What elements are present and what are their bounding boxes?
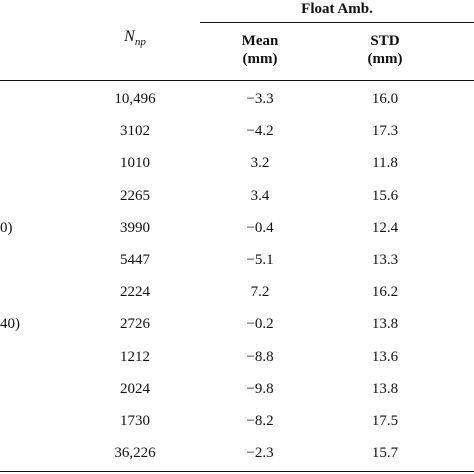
float-amb-rule: [200, 22, 474, 23]
std-value: 13.3: [371, 252, 399, 268]
mean-header: [200, 32, 320, 68]
mean-value: 3.4: [250, 188, 270, 204]
float-amb-header: Float Amb.: [301, 1, 373, 17]
mean-value: −8.8: [246, 349, 274, 365]
mean-value: −2.3: [246, 445, 274, 461]
n-np-value: 1010: [120, 155, 150, 171]
std-value: 13.6: [371, 349, 399, 365]
bottom-rule: [0, 471, 474, 472]
n-np-header: [90, 28, 180, 51]
mean-header-unit: (mm): [242, 51, 278, 67]
n-np-value: 2726: [120, 316, 150, 332]
mean-value: −4.2: [246, 123, 274, 139]
n-np-subscript: np: [134, 36, 146, 49]
n-np-main: N: [124, 28, 135, 45]
n-np-value: 2024: [120, 381, 150, 397]
std-value: 11.8: [372, 155, 398, 171]
n-np-value: 3102: [120, 123, 150, 139]
mean-value: −8.2: [246, 413, 274, 429]
mean-value: 7.2: [250, 284, 270, 300]
n-np-value: 2224: [120, 284, 150, 300]
mean-header-label: Mean: [241, 33, 279, 49]
mean-value: −9.8: [246, 381, 274, 397]
std-header: [320, 32, 450, 68]
mean-value: −5.1: [246, 252, 274, 268]
std-value: 17.5: [371, 413, 399, 429]
mean-value: −0.4: [246, 220, 274, 236]
n-np-value: 36,226: [114, 445, 156, 461]
n-np-value: 5447: [120, 252, 150, 268]
std-value: 15.7: [371, 445, 399, 461]
std-header-unit: (mm): [367, 51, 403, 67]
std-value: 16.0: [371, 91, 399, 107]
n-np-value: 10,496: [114, 91, 156, 107]
n-np-value: 2265: [120, 188, 150, 204]
std-value: 15.6: [371, 188, 399, 204]
std-value: 17.3: [371, 123, 399, 139]
std-header-label: STD: [370, 33, 400, 49]
n-np-value: 1212: [120, 349, 150, 365]
n-np-value: 1730: [120, 413, 150, 429]
header-rule: [0, 80, 474, 81]
std-value: 13.8: [371, 381, 399, 397]
n-np-value: 3990: [120, 220, 150, 236]
std-value: 12.4: [371, 220, 399, 236]
mean-value: 3.2: [250, 155, 270, 171]
mean-value: −3.3: [246, 91, 274, 107]
row-label: 0): [0, 220, 13, 236]
std-value: 13.8: [371, 316, 399, 332]
mean-value: −0.2: [246, 316, 274, 332]
std-value: 16.2: [371, 284, 399, 300]
row-label: 40): [0, 316, 20, 332]
